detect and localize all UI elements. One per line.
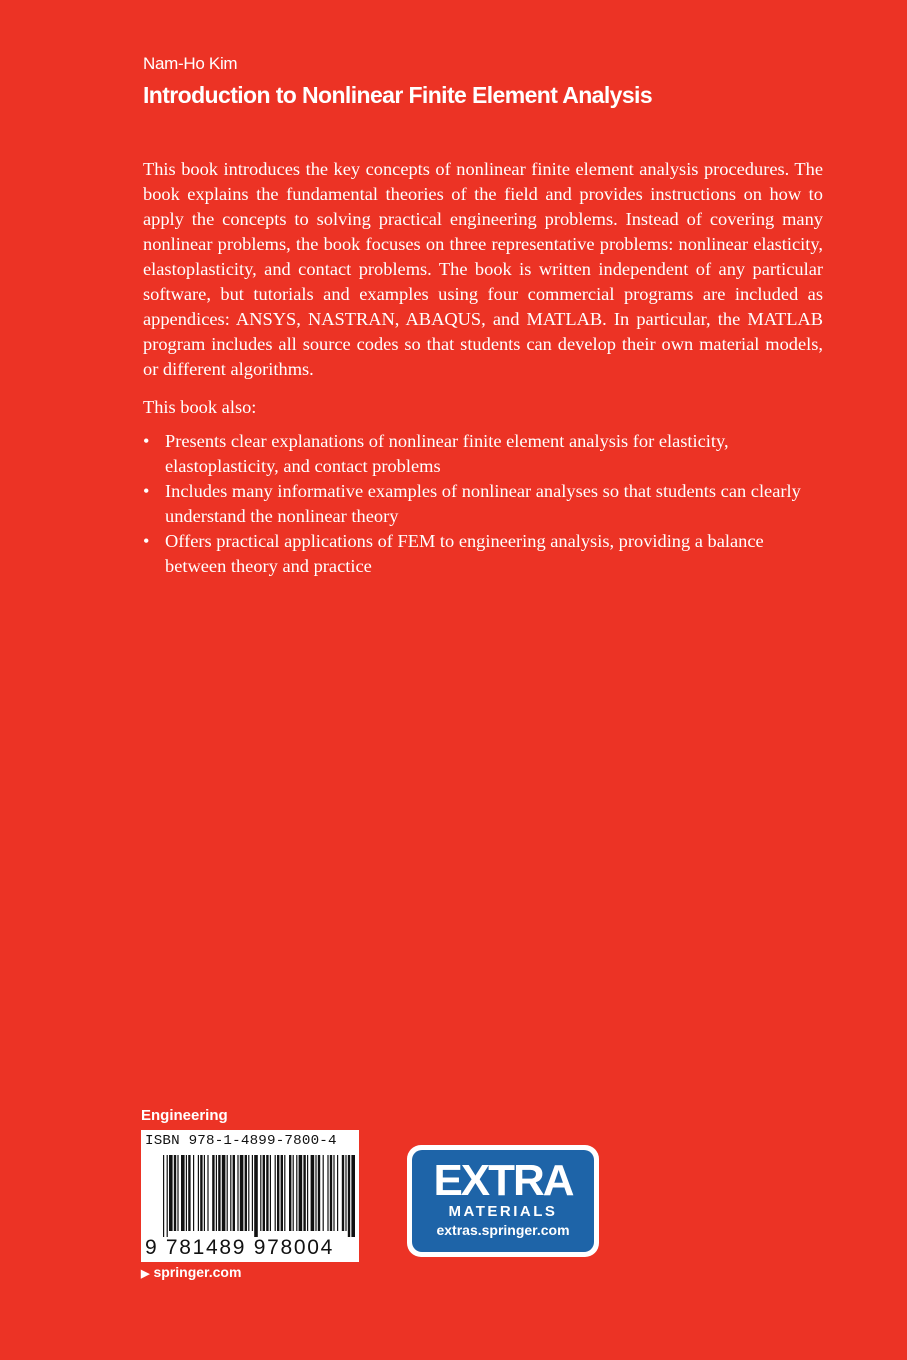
barcode-bar	[186, 1155, 187, 1231]
subject-label: Engineering	[141, 1107, 228, 1124]
badge-panel	[412, 1150, 594, 1252]
barcode-bar	[330, 1155, 332, 1231]
barcode-bar	[204, 1155, 205, 1231]
also-intro: This book also:	[143, 397, 257, 417]
barcode-bar	[169, 1155, 173, 1231]
barcode-digits: 9 781489 978004	[145, 1236, 334, 1259]
barcode-bar	[245, 1155, 247, 1231]
bullet-icon: •	[143, 531, 150, 551]
barcode-bar	[311, 1155, 315, 1231]
barcode-bar	[212, 1155, 214, 1231]
barcode-bar	[303, 1155, 305, 1231]
feature-text: Presents clear explanations of nonlinear finite element analysis for elasticity, elastoplasticity, and contact problems	[165, 431, 729, 476]
badge-subtitle: MATERIALS	[448, 1203, 558, 1220]
barcode-bar	[193, 1155, 194, 1231]
barcode-bar	[240, 1155, 244, 1231]
triangle-right-icon: ▶	[141, 1268, 150, 1280]
list-item	[143, 529, 823, 579]
barcode-bar	[233, 1155, 235, 1231]
barcode-bar	[333, 1155, 334, 1231]
barcode-bar	[323, 1155, 324, 1231]
barcode-bar	[230, 1155, 231, 1231]
barcode	[141, 1130, 359, 1262]
book-description: This book introduces the key concepts of nonlinear finite element analysis procedures. The book explains the fundamental theories of the field and provides instructions on how to apply the concepts to solving practical engineering problems. Instead of covering many nonlinear problems, the book focuses on three representative problems: nonlinear elasticity, elastoplasticity, and contact problems. The book is written independent of any particular software, but tutorials and examples using four commercial programs are included as appendices: ANSYS, NASTRAN, ABAQUS, and MATLAB. In particular, the MATLAB program includes all source codes so that students can develop their own material models, or different algorithms.	[143, 159, 823, 379]
barcode-bar	[181, 1155, 185, 1231]
feature-text: Offers practical applications of FEM to engineering analysis, providing a balance between theory and practice	[165, 531, 764, 576]
barcode-bars	[141, 1153, 359, 1237]
barcode-bar	[222, 1155, 226, 1231]
barcode-bar	[227, 1155, 228, 1231]
barcode-bar	[345, 1155, 346, 1231]
barcode-bar	[289, 1155, 291, 1231]
barcode-bar	[299, 1155, 303, 1231]
barcode-bar	[296, 1155, 297, 1231]
barcode-bar	[351, 1155, 355, 1237]
website-text: springer.com	[153, 1264, 242, 1280]
isbn-text: ISBN 978-1-4899-7800-4	[145, 1133, 337, 1149]
barcode-bar	[216, 1155, 217, 1231]
barcode-bar	[342, 1155, 344, 1231]
barcode-bar	[200, 1155, 202, 1231]
barcode-bar	[177, 1155, 178, 1231]
barcode-bar	[284, 1155, 285, 1231]
barcode-bar	[252, 1155, 253, 1231]
barcode-bar	[277, 1155, 279, 1231]
barcode-bar	[275, 1155, 276, 1231]
badge-url: extras.springer.com	[436, 1222, 570, 1238]
feature-list	[143, 429, 823, 579]
barcode-bar	[327, 1155, 328, 1231]
list-item	[143, 429, 823, 479]
book-title: Introduction to Nonlinear Finite Element Analysis	[143, 82, 653, 108]
barcode-bar	[167, 1155, 168, 1237]
barcode-bar	[248, 1155, 249, 1231]
barcode-bar	[218, 1155, 220, 1231]
barcode-bar	[315, 1155, 316, 1231]
website-link[interactable]	[141, 1264, 241, 1280]
barcode-bar	[270, 1155, 271, 1231]
barcode-bar	[188, 1155, 190, 1231]
badge-title: EXTRA	[433, 1156, 573, 1205]
extra-materials-badge	[407, 1145, 599, 1257]
barcode-bar	[198, 1155, 199, 1231]
barcode-bar	[163, 1155, 164, 1237]
barcode-bar	[348, 1155, 350, 1237]
barcode-bar	[337, 1155, 338, 1231]
list-item	[143, 479, 823, 529]
barcode-bar	[174, 1155, 176, 1231]
barcode-bar	[281, 1155, 283, 1231]
barcode-bar	[318, 1155, 320, 1231]
barcode-bar	[237, 1155, 238, 1231]
barcode-bar	[307, 1155, 308, 1231]
author-name: Nam-Ho Kim	[143, 54, 238, 73]
bullet-icon: •	[143, 431, 150, 451]
feature-text: Includes many informative examples of nonlinear analyses so that students can clearly understand the nonlinear theory	[165, 481, 801, 526]
barcode-bar	[263, 1155, 265, 1231]
barcode-bar	[266, 1155, 268, 1231]
barcode-bar	[254, 1155, 258, 1237]
barcode-bar	[293, 1155, 294, 1231]
bullet-icon: •	[143, 481, 150, 501]
barcode-bar	[207, 1155, 208, 1231]
barcode-bar	[260, 1155, 261, 1231]
